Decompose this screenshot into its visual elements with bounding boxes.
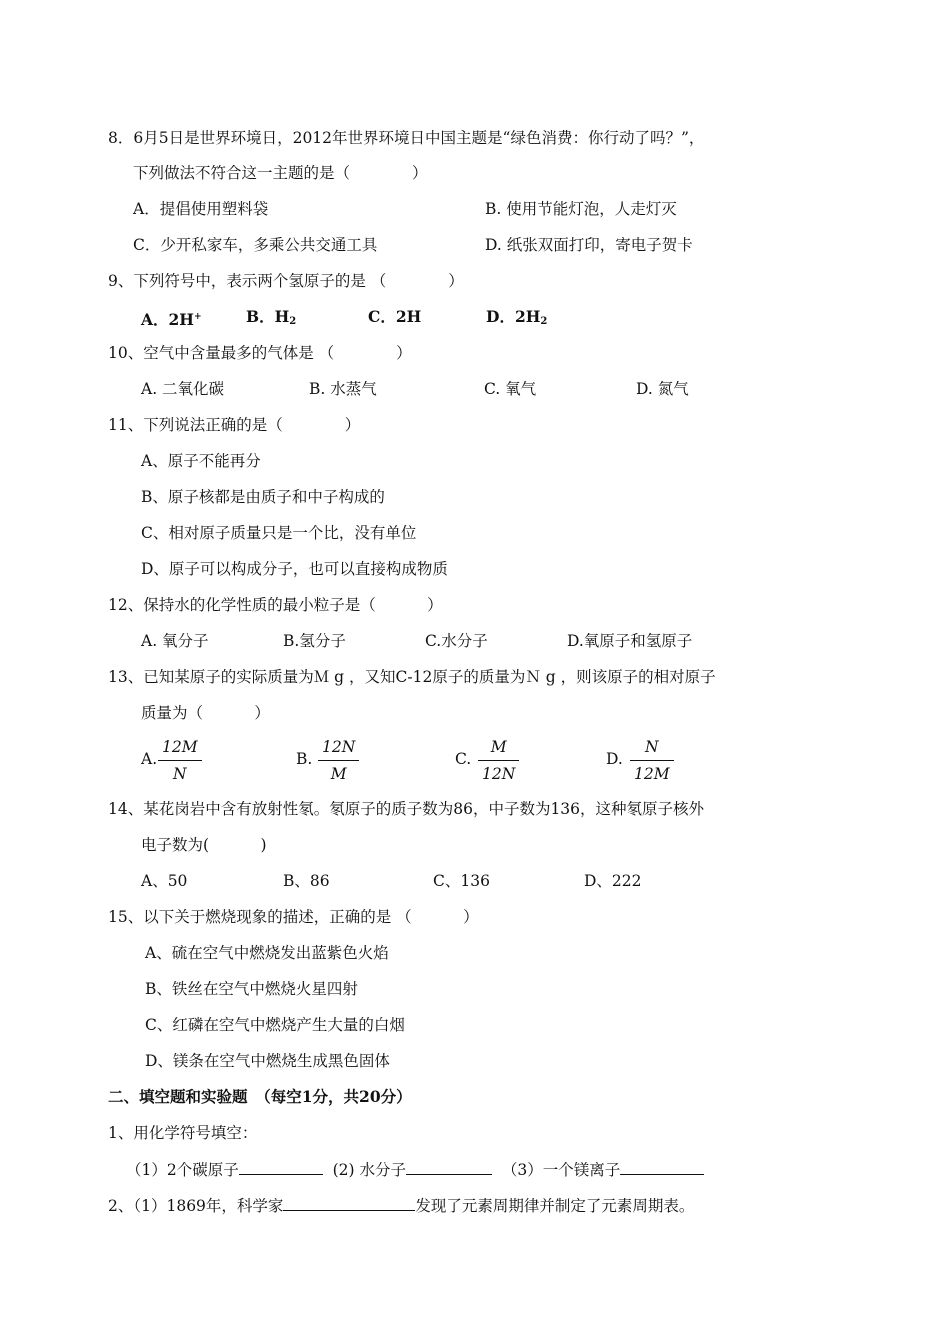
q12-option-d: D.氧原子和氢原子	[567, 632, 693, 650]
q11-option-d: D、原子可以构成分子，也可以直接构成物质	[141, 560, 448, 578]
q13-option-d-fraction	[630, 737, 674, 784]
q11-option-a: A、原子不能再分	[141, 452, 261, 470]
q11-option-b: B、原子核都是由质子和中子构成的	[141, 488, 385, 506]
q8-option-d: D. 纸张双面打印，寄电子贺卡	[485, 236, 693, 254]
q14-stem-line2: 电子数为( )	[141, 836, 267, 854]
q13-option-a-numerator: 12M	[162, 738, 198, 756]
q14-option-d: D、222	[584, 872, 642, 890]
fill-2-line	[108, 1195, 694, 1216]
q13-option-d-denominator: 12M	[634, 765, 670, 783]
fill-1-stem: 1、用化学符号填空：	[108, 1124, 258, 1142]
q14-option-a: A、50	[141, 872, 188, 890]
q13-option-c-numerator: M	[490, 738, 507, 756]
q9-stem: 9、下列符号中，表示两个氢原子的是 （ ）	[108, 272, 464, 290]
q9-option-c: C．2H	[368, 307, 422, 326]
q12-option-a: A. 氧分子	[141, 632, 209, 650]
q13-option-b-denominator: M	[330, 765, 347, 783]
q13-option-a-denominator: N	[173, 765, 187, 783]
fill-1-part-2-label: (2) 水分子	[332, 1161, 406, 1179]
q13-stem-line1: 13、已知某原子的实际质量为Ｍ g ，又知C-12原子的质量为Ｎ g ，则该原子的相对原子	[108, 668, 716, 686]
q15-option-b: B、铁丝在空气中燃烧火星四射	[145, 980, 358, 998]
q8-option-a: A．提倡使用塑料袋	[133, 200, 269, 218]
q15-option-a: A、硫在空气中燃烧发出蓝紫色火焰	[145, 944, 389, 962]
q10-stem: 10、空气中含量最多的气体是 （ ）	[108, 344, 412, 362]
q8-stem-line2: 下列做法不符合这一主题的是（ ）	[133, 164, 428, 182]
q14-option-c: C、136	[433, 872, 490, 890]
q13-option-d-numerator: N	[645, 738, 659, 756]
q13-option-b-fraction	[318, 737, 359, 784]
q12-option-c: C.水分子	[425, 632, 488, 650]
q10-option-a: A. 二氧化碳	[141, 380, 225, 398]
fill-1-part-1-label: （1）2个碳原子	[126, 1161, 239, 1179]
q12-stem: 12、保持水的化学性质的最小粒子是（ ）	[108, 596, 443, 614]
fill-2-prefix: 2、（1）1869年，科学家	[108, 1197, 284, 1215]
q13-option-a-fraction	[158, 737, 202, 784]
fill-2-scientist-blank[interactable]	[283, 1195, 415, 1211]
fill-2-suffix: 发现了元素周期律并制定了元素周期表。	[415, 1197, 695, 1215]
q9-option-b: B．$H_2$	[246, 307, 297, 327]
q15-option-d: D、镁条在空气中燃烧生成黑色固体	[145, 1052, 390, 1070]
q15-option-c: C、红磷在空气中燃烧产生大量的白烟	[145, 1016, 405, 1034]
q11-option-c: C、相对原子质量只是一个比，没有单位	[141, 524, 417, 542]
q10-option-c: C. 氧气	[484, 380, 537, 398]
q14-stem-line1: 14、某花岗岩中含有放射性氡。氡原子的质子数为86，中子数为136，这种氡原子核外	[108, 800, 705, 818]
q13-stem-line2: 质量为（ ）	[141, 704, 270, 722]
q11-stem: 11、下列说法正确的是（ ）	[108, 416, 361, 434]
q9-option-a: A．2H+	[141, 310, 202, 329]
q13-option-b-numerator: 12N	[322, 738, 356, 756]
q8-option-c: C．少开私家车，多乘公共交通工具	[133, 236, 378, 254]
fill-1-part-3-blank[interactable]	[620, 1159, 704, 1175]
q10-option-b: B. 水蒸气	[309, 380, 377, 398]
q13-option-b-label: B.	[296, 750, 313, 768]
q13-option-d-label: D.	[606, 750, 623, 768]
q9-option-d: D．$2H_2$	[486, 307, 548, 327]
q10-option-d: D. 氮气	[636, 380, 689, 398]
section-2-heading: 二、填空题和实验题 （每空1分，共20分）	[108, 1087, 412, 1106]
q15-stem: 15、以下关于燃烧现象的描述，正确的是 （ ）	[108, 908, 479, 926]
q12-option-b: B.氢分子	[283, 632, 346, 650]
fill-1-part-3-label: （3）一个镁离子	[501, 1161, 621, 1179]
fill-1-part-2-blank[interactable]	[406, 1159, 492, 1175]
q14-option-b: B、86	[283, 872, 330, 890]
q13-option-c-label: C.	[455, 750, 472, 768]
q8-option-b: B. 使用节能灯泡，人走灯灭	[485, 200, 677, 218]
q13-option-c-fraction	[478, 737, 519, 784]
fill-1-parts	[126, 1159, 704, 1180]
q13-option-a-label: A.	[141, 750, 158, 768]
fill-1-part-1-blank[interactable]	[239, 1159, 323, 1175]
q13-option-c-denominator: 12N	[482, 765, 516, 783]
q8-stem-line1: 8．6月5日是世界环境日，2012年世界环境日中国主题是“绿色消费：你行动了吗？”，	[108, 129, 705, 147]
